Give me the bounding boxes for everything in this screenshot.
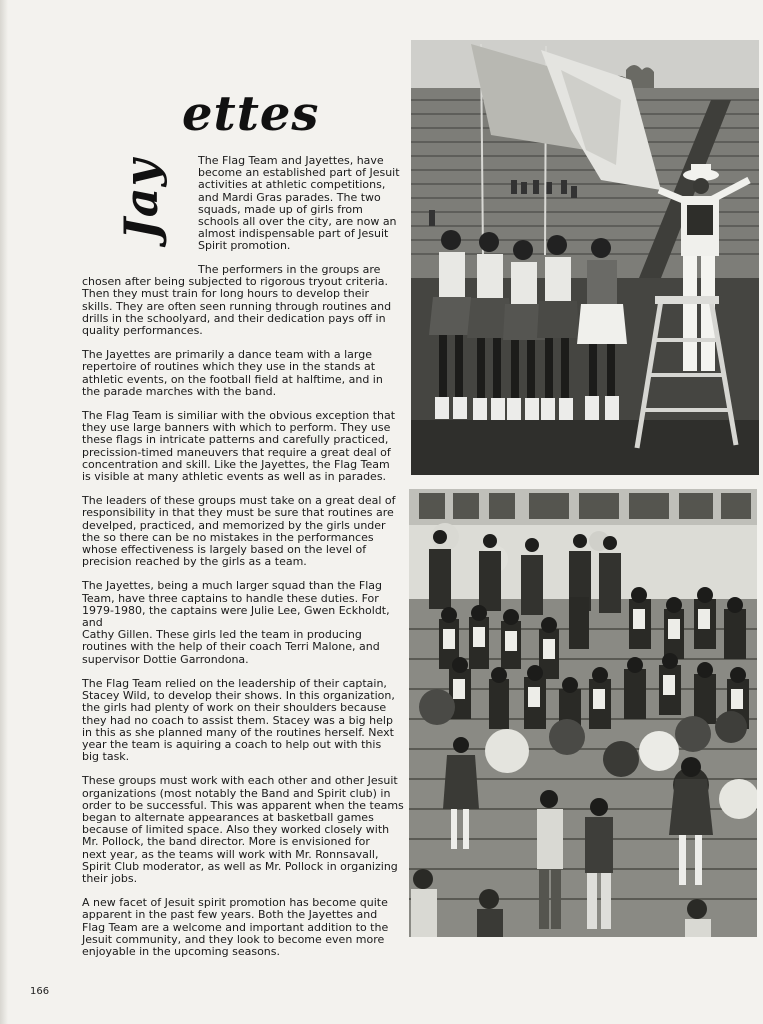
body-paragraph-5: The Jayettes, being a much larger squad than the Flag Team, have three captains to handle these duties. For 1979-1980, the captains were Julie Lee, Gwen Eckholdt, and Cathy Gillen. These girls led the team in producing routines with the help of their coach Terri Malone, and supervisor Dottie Garrondona. <box>82 579 390 666</box>
body-paragraph-8: A new facet of Jesuit spirit promotion has become quite apparent in the past few years. Both the Jayettes and Flag Team are a welcome and important addition to the Jesuit community, and they look to become even more enjoyable in the upcoming seasons. <box>82 896 389 958</box>
article-body <box>82 264 407 970</box>
body-paragraph-3: The Flag Team is similiar with the obvious exception that they use large banners with which to perform. They use these flags in intricate patterns and carefully practiced, precission-timed maneuvers that require a great deal of concentration and skill. Like the Jayettes, the Flag Team is visible at many athletic events as well as in parades. <box>82 409 396 484</box>
intro-text-block <box>198 155 403 253</box>
title-horizontal-part: ettes <box>182 86 320 142</box>
body-paragraph-6: The Flag Team relied on the leadership of their captain, Stacey Wild, to develop their shows. In this organization, the girls had plenty of work on their shoulders because they had no coach to assist them. Stacey was a big help in this as she planned many of the routines herself. Next year the team is aquiring a coach to help out with this big task. <box>82 676 395 764</box>
body-paragraph-2: The Jayettes are primarily a dance team with a large repertoire of routines which they use in the stands at athletic events, on the football field at halftime, and in the parade marches with the band. <box>82 348 383 398</box>
page-number: 166 <box>30 986 50 997</box>
page-gutter-shadow <box>0 0 8 1024</box>
body-paragraph-7: These groups must work with each other and other Jesuit organizations (most notably the Band and Spirit club) in order to be successful. This was apparent when the teams began to alternate appearances at basketball games because of limited space. Also they worked closely with Mr. Pollock, the band director. More is envisioned for next year, as the teams will work with Mr. Ronnsavall, Spirit Club moderator, as well as Mr. Pollock in organizing their jobs. <box>82 774 404 885</box>
body-paragraph-4: The leaders of these groups must take on a great deal of responsibility in that they must be sure that routines are develped, practiced, and memorized by the girls under the so there can be no mistakes in the performances whose effectiveness is largely based on the level of precision reached by the girls as a team. <box>82 494 396 569</box>
jayettes-stands-photo-illustration <box>409 489 757 937</box>
flag-team-photo <box>411 40 759 475</box>
title-vertical-part: Jay <box>114 158 168 240</box>
jayettes-stands-photo <box>409 489 757 937</box>
intro-paragraph: The Flag Team and Jayettes, have become an established part of Jesuit activities at athletic competitions, and Mardi Gras parades. The two squads, made up of girls from schools all over the city, are now an almost indispensable part of Jesuit Spirit promotion. <box>198 154 400 253</box>
flag-team-photo-illustration <box>411 40 759 475</box>
body-paragraph-1: The performers in the groups are chosen after being subjected to rigorous tryout criteria. Then they must train for long hours to develop their skills. They are often seen running through routines and drills in the schoolyard, and their dedication pays off in quality performances. <box>82 263 392 338</box>
